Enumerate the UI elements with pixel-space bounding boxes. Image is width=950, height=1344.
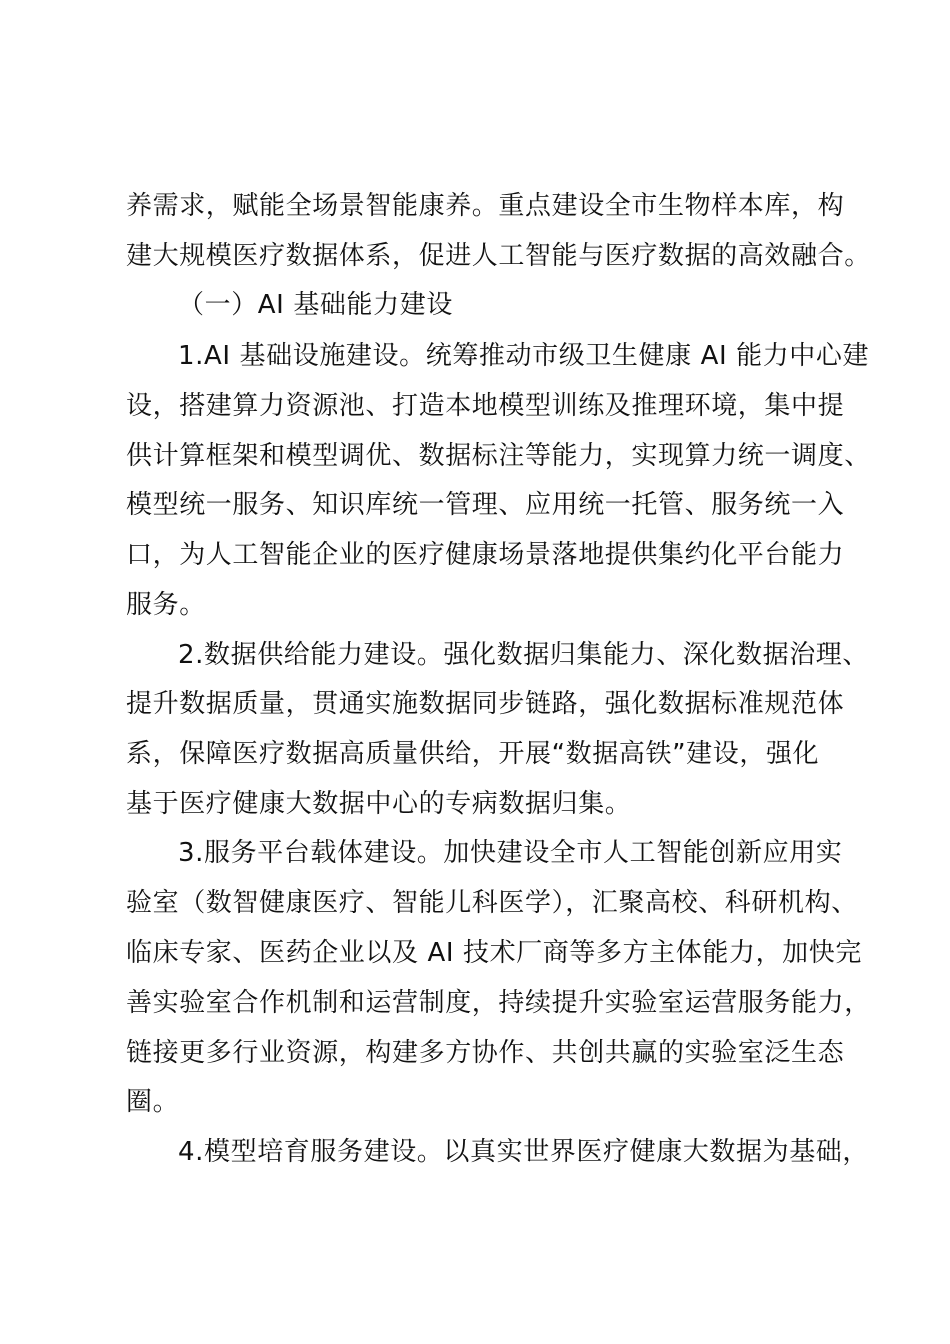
paragraph-start: 3.服务平台载体建设。加快建设全市人工智能创新应用实 (178, 838, 843, 868)
text-line: 提升数据质量，贯通实施数据同步链路，强化数据标准规范体 (126, 689, 845, 719)
text-line: 服务。 (126, 590, 206, 620)
text-line: 供计算框架和模型调优、数据标注等能力，实现算力统一调度、 (126, 441, 871, 471)
text-line: 建大规模医疗数据体系，促进人工智能与医疗数据的高效融合。 (126, 241, 871, 271)
text-line: 圈。 (126, 1087, 180, 1117)
paragraph-start: 1.AI 基础设施建设。统筹推动市级卫生健康 AI 能力中心建 (178, 341, 870, 371)
text-line: 设，搭建算力资源池、打造本地模型训练及推理环境，集中提 (126, 391, 845, 421)
text-line: 验室（数智健康医疗、智能儿科医学），汇聚高校、科研机构、 (126, 888, 858, 918)
text-line: 临床专家、医药企业以及 AI 技术厂商等多方主体能力，加快完 (126, 938, 862, 968)
text-line: 系，保障医疗数据高质量供给，开展“数据高铁”建设，强化 (126, 739, 820, 769)
section-heading: （一）AI 基础能力建设 (178, 290, 453, 320)
text-line: 链接更多行业资源，构建多方协作、共创共赢的实验室泛生态 (126, 1038, 845, 1068)
text-line: 养需求，赋能全场景智能康养。重点建设全市生物样本库，构 (126, 191, 845, 221)
paragraph-start: 2.数据供给能力建设。强化数据归集能力、深化数据治理、 (178, 640, 870, 670)
text-line: 模型统一服务、知识库统一管理、应用统一托管、服务统一入 (126, 490, 845, 520)
text-line: 口，为人工智能企业的医疗健康场景落地提供集约化平台能力 (126, 540, 845, 570)
text-line: 善实验室合作机制和运营制度，持续提升实验室运营服务能力， (126, 988, 871, 1018)
paragraph-start: 4.模型培育服务建设。以真实世界医疗健康大数据为基础， (178, 1137, 870, 1167)
text-line: 基于医疗健康大数据中心的专病数据归集。 (126, 789, 632, 819)
